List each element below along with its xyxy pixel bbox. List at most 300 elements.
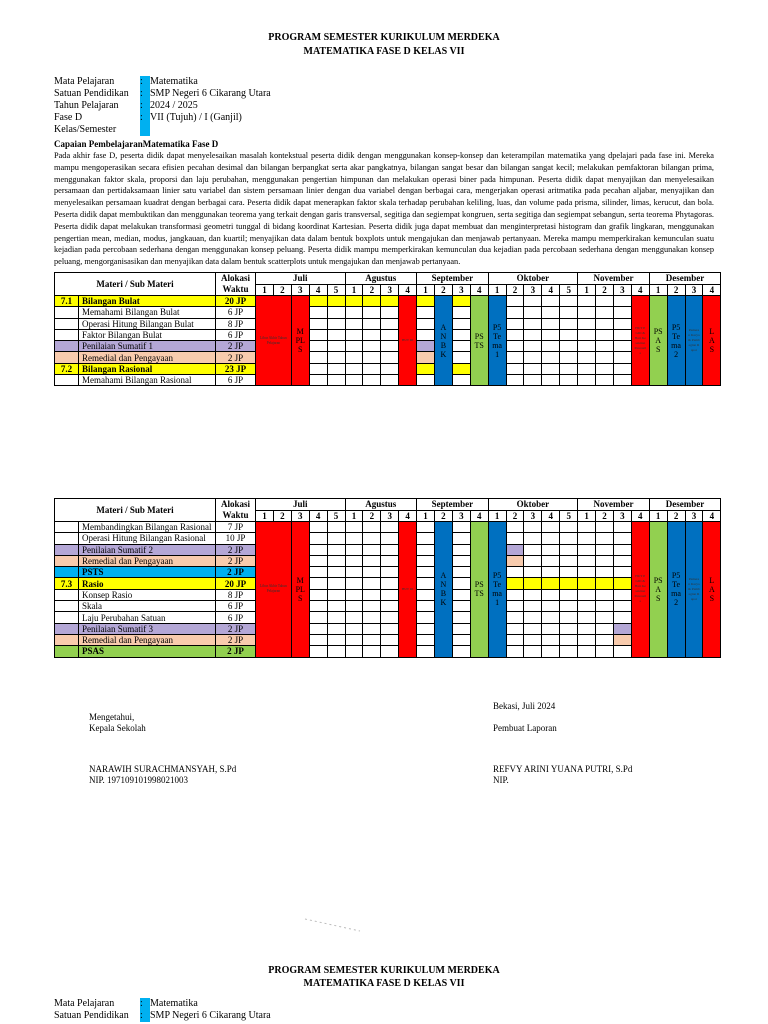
week-cell — [452, 296, 470, 307]
week-cell — [613, 646, 631, 657]
week-cell — [578, 589, 596, 600]
week-cell — [417, 341, 435, 352]
week-cell — [417, 307, 435, 318]
block-label: P5 Tema 1 — [492, 322, 502, 359]
week-cell — [578, 375, 596, 386]
week-cell — [560, 646, 578, 657]
week-cell — [363, 612, 381, 623]
table-row — [55, 544, 721, 555]
block-label: P5 Tema 1 — [492, 571, 502, 608]
row-materi: Remedial dan Pengayaan — [79, 352, 216, 363]
week-cell — [381, 522, 399, 533]
week-cell — [345, 522, 363, 533]
week-header: 2 — [596, 284, 614, 296]
table-row — [55, 363, 721, 374]
week-cell — [613, 522, 631, 533]
info-label: Satuan Pendidikan — [54, 88, 129, 99]
schedule-block — [667, 296, 685, 386]
week-cell — [613, 341, 631, 352]
week-cell — [345, 646, 363, 657]
week-cell — [417, 601, 435, 612]
week-cell — [506, 612, 524, 623]
schedule-block — [667, 522, 685, 658]
info-value: Matematika — [150, 998, 198, 1009]
row-jp: 2 JP — [216, 555, 256, 566]
week-cell — [560, 375, 578, 386]
week-cell — [381, 601, 399, 612]
week-cell — [309, 601, 327, 612]
block-label: LAS — [708, 327, 715, 355]
info-row — [54, 76, 271, 88]
block-label: Pameran Karya & Pembagian Rapor — [688, 328, 700, 353]
week-cell — [506, 623, 524, 634]
schedule-block — [649, 522, 667, 658]
block-label: Libur Akhir Tahun Pelajaran — [259, 584, 287, 594]
week-cell — [309, 352, 327, 363]
week-cell — [506, 646, 524, 657]
row-materi: Memahami Bilangan Rasional — [79, 375, 216, 386]
week-cell — [560, 589, 578, 600]
week-header: 1 — [578, 510, 596, 522]
week-cell — [542, 634, 560, 645]
week-header: 1 — [256, 284, 274, 296]
week-cell — [327, 522, 345, 533]
block-label: LAS — [708, 575, 715, 603]
week-cell — [578, 623, 596, 634]
table-row — [55, 522, 721, 533]
row-materi: Rasio — [79, 578, 216, 589]
schedule-block — [631, 522, 649, 658]
sig-left-line1: Mengetahui, — [89, 712, 135, 722]
week-header: 5 — [327, 510, 345, 522]
row-number — [55, 522, 79, 533]
week-cell — [363, 363, 381, 374]
week-cell — [542, 296, 560, 307]
week-cell — [596, 296, 614, 307]
week-cell — [596, 555, 614, 566]
row-number — [55, 601, 79, 612]
week-cell — [613, 307, 631, 318]
row-number — [55, 623, 79, 634]
week-cell — [345, 533, 363, 544]
header-alokasi-line1: Alokasi — [221, 273, 251, 283]
headmaster-name: NARAWIH SURACHMANSYAH, S.Pd — [89, 764, 237, 774]
week-cell — [542, 533, 560, 544]
week-cell — [596, 318, 614, 329]
week-cell — [560, 578, 578, 589]
week-cell — [309, 567, 327, 578]
row-materi: PSTS — [79, 567, 216, 578]
row-materi: Remedial dan Pengayaan — [79, 634, 216, 645]
week-cell — [363, 623, 381, 634]
week-cell — [363, 296, 381, 307]
week-cell — [578, 329, 596, 340]
week-cell — [381, 646, 399, 657]
month-header: Agustus — [345, 499, 417, 511]
week-cell — [363, 555, 381, 566]
block-label: MPLS — [295, 327, 305, 355]
week-cell — [327, 352, 345, 363]
week-cell — [560, 307, 578, 318]
week-cell — [542, 589, 560, 600]
block-label: HUT RI — [401, 586, 414, 591]
week-cell — [578, 341, 596, 352]
week-cell — [309, 341, 327, 352]
week-cell — [524, 329, 542, 340]
week-cell — [363, 307, 381, 318]
week-cell — [381, 375, 399, 386]
row-materi: Penilaian Sumatif 1 — [79, 341, 216, 352]
table-row — [55, 589, 721, 600]
week-cell — [542, 341, 560, 352]
week-header: 1 — [345, 510, 363, 522]
week-header: 4 — [542, 284, 560, 296]
week-header: 2 — [596, 510, 614, 522]
schedule-block — [703, 296, 721, 386]
row-jp: 2 JP — [216, 646, 256, 657]
week-cell — [596, 522, 614, 533]
header-alokasi-line1: Alokasi — [221, 499, 251, 509]
week-cell — [524, 646, 542, 657]
next-page-title: PROGRAM SEMESTER KURIKULUM MERDEKA — [268, 965, 500, 976]
info-colon: : — [140, 88, 150, 100]
week-cell — [309, 307, 327, 318]
week-header: 4 — [309, 510, 327, 522]
week-cell — [613, 533, 631, 544]
table-row — [55, 634, 721, 645]
block-label: PSAS — [653, 575, 663, 603]
week-cell — [596, 612, 614, 623]
week-cell — [345, 612, 363, 623]
week-header: 3 — [291, 510, 309, 522]
week-header: 3 — [613, 510, 631, 522]
week-cell — [381, 544, 399, 555]
row-number: 7.3 — [55, 578, 79, 589]
week-header: 4 — [703, 284, 721, 296]
week-cell — [363, 544, 381, 555]
info-label: Satuan Pendidikan — [54, 1010, 129, 1021]
week-header: 5 — [560, 510, 578, 522]
week-cell — [613, 578, 631, 589]
week-cell — [327, 612, 345, 623]
week-cell — [452, 307, 470, 318]
week-cell — [363, 589, 381, 600]
table-row — [55, 307, 721, 318]
row-jp: 2 JP — [216, 341, 256, 352]
week-cell — [542, 522, 560, 533]
week-cell — [327, 578, 345, 589]
row-number — [55, 318, 79, 329]
week-cell — [345, 555, 363, 566]
schedule-block — [488, 522, 506, 658]
week-cell — [506, 589, 524, 600]
week-cell — [506, 318, 524, 329]
week-cell — [309, 375, 327, 386]
block-label: PSAS — [653, 327, 663, 355]
week-cell — [363, 352, 381, 363]
info-row — [54, 100, 271, 112]
month-header: Agustus — [345, 273, 417, 285]
week-cell — [524, 601, 542, 612]
schedule-block — [470, 522, 488, 658]
week-cell — [596, 567, 614, 578]
week-cell — [327, 341, 345, 352]
week-cell — [452, 329, 470, 340]
week-cell — [578, 544, 596, 555]
week-cell — [345, 341, 363, 352]
week-cell — [613, 329, 631, 340]
row-jp: 2 JP — [216, 623, 256, 634]
month-header: Desember — [649, 273, 721, 285]
table-row — [55, 555, 721, 566]
week-cell — [363, 646, 381, 657]
week-cell — [542, 578, 560, 589]
row-jp: 10 JP — [216, 533, 256, 544]
week-cell — [596, 307, 614, 318]
week-cell — [417, 522, 435, 533]
week-header: 1 — [488, 284, 506, 296]
week-header: 4 — [399, 510, 417, 522]
row-jp: 8 JP — [216, 318, 256, 329]
week-cell — [578, 363, 596, 374]
info-label: Tahun Pelajaran — [54, 100, 119, 111]
week-cell — [309, 329, 327, 340]
week-cell — [417, 296, 435, 307]
week-cell — [452, 318, 470, 329]
week-header: 3 — [452, 284, 470, 296]
week-cell — [309, 544, 327, 555]
table-row — [55, 612, 721, 623]
week-header: 4 — [631, 284, 649, 296]
week-header: 4 — [309, 284, 327, 296]
block-label: HUT PGRI & Hari Kesaktian Pancasila — [634, 574, 647, 604]
week-cell — [578, 307, 596, 318]
week-cell — [417, 623, 435, 634]
row-number — [55, 646, 79, 657]
week-cell — [345, 296, 363, 307]
row-number — [55, 352, 79, 363]
week-cell — [578, 296, 596, 307]
block-label: ANBK — [440, 571, 447, 608]
week-cell — [542, 329, 560, 340]
info-row — [54, 998, 271, 1010]
week-cell — [309, 634, 327, 645]
week-cell — [613, 544, 631, 555]
week-cell — [452, 352, 470, 363]
week-cell — [560, 612, 578, 623]
block-label: HUT RI — [401, 338, 414, 343]
week-cell — [327, 544, 345, 555]
week-cell — [560, 318, 578, 329]
week-cell — [596, 646, 614, 657]
week-header: 4 — [470, 510, 488, 522]
week-cell — [524, 318, 542, 329]
week-cell — [327, 555, 345, 566]
schedule-block — [649, 296, 667, 386]
info-value: Matematika — [150, 76, 198, 87]
week-cell — [542, 318, 560, 329]
week-cell — [524, 296, 542, 307]
week-cell — [309, 646, 327, 657]
week-cell — [327, 623, 345, 634]
week-cell — [327, 329, 345, 340]
week-cell — [345, 318, 363, 329]
week-cell — [309, 296, 327, 307]
week-cell — [506, 352, 524, 363]
info-block — [54, 76, 271, 136]
week-cell — [506, 544, 524, 555]
week-cell — [363, 318, 381, 329]
week-cell — [452, 601, 470, 612]
row-jp: 2 JP — [216, 634, 256, 645]
week-header: 1 — [649, 510, 667, 522]
week-cell — [596, 375, 614, 386]
row-number: 7.1 — [55, 296, 79, 307]
week-cell — [417, 555, 435, 566]
next-page-info — [54, 998, 271, 1022]
week-header: 2 — [273, 510, 291, 522]
week-cell — [309, 522, 327, 533]
week-cell — [417, 646, 435, 657]
week-cell — [542, 544, 560, 555]
week-cell — [345, 634, 363, 645]
week-header: 1 — [578, 284, 596, 296]
week-cell — [596, 341, 614, 352]
author-nip: NIP. — [493, 775, 509, 785]
info-value: VII (Tujuh) / I (Ganjil) — [150, 112, 242, 123]
week-cell — [345, 307, 363, 318]
week-cell — [417, 375, 435, 386]
info-colon: : — [140, 998, 150, 1010]
week-cell — [363, 341, 381, 352]
sig-left-line2: Kepala Sekolah — [89, 723, 146, 733]
header-alokasi-line2: Waktu — [222, 510, 249, 520]
row-materi: Bilangan Rasional — [79, 363, 216, 374]
header-alokasi — [216, 499, 256, 522]
week-header: 1 — [417, 510, 435, 522]
week-cell — [327, 307, 345, 318]
week-cell — [578, 352, 596, 363]
table-row — [55, 375, 721, 386]
row-number — [55, 375, 79, 386]
week-header: 3 — [613, 284, 631, 296]
week-header: 5 — [560, 284, 578, 296]
week-cell — [452, 589, 470, 600]
info-value: 2024 / 2025 — [150, 100, 198, 111]
week-cell — [506, 363, 524, 374]
week-header: 3 — [524, 284, 542, 296]
author-name: REFVY ARINI YUANA PUTRI, S.Pd — [493, 764, 633, 774]
table-header-row — [55, 273, 721, 285]
week-cell — [542, 646, 560, 657]
week-header: 2 — [363, 510, 381, 522]
week-cell — [524, 634, 542, 645]
week-cell — [309, 589, 327, 600]
block-label: Pameran Karya & Pembagian Rapor — [688, 576, 700, 601]
table-row — [55, 352, 721, 363]
week-cell — [596, 589, 614, 600]
week-cell — [363, 567, 381, 578]
week-cell — [506, 567, 524, 578]
week-cell — [327, 375, 345, 386]
week-cell — [524, 341, 542, 352]
week-cell — [345, 623, 363, 634]
week-cell — [381, 612, 399, 623]
next-page-subtitle: MATEMATIKA FASE D KELAS VII — [303, 978, 465, 989]
week-header: 4 — [399, 284, 417, 296]
week-header: 2 — [434, 510, 452, 522]
week-cell — [381, 589, 399, 600]
week-cell — [542, 352, 560, 363]
week-cell — [452, 544, 470, 555]
week-cell — [363, 375, 381, 386]
week-header: 2 — [273, 284, 291, 296]
info-label: Mata Pelajaran — [54, 76, 115, 87]
week-cell — [560, 296, 578, 307]
week-cell — [560, 567, 578, 578]
row-materi: Operasi Hitung Bilangan Bulat — [79, 318, 216, 329]
faint-scribble — [300, 915, 370, 935]
row-number — [55, 589, 79, 600]
week-cell — [327, 318, 345, 329]
week-header: 2 — [667, 284, 685, 296]
info-colon: : — [140, 100, 150, 112]
week-cell — [452, 646, 470, 657]
week-cell — [381, 533, 399, 544]
week-cell — [381, 341, 399, 352]
row-materi: Memahami Bilangan Bulat — [79, 307, 216, 318]
week-header: 3 — [452, 510, 470, 522]
info-value: SMP Negeri 6 Cikarang Utara — [150, 88, 271, 99]
row-number — [55, 634, 79, 645]
headmaster-nip: NIP. 197109101998021003 — [89, 775, 189, 785]
info-row — [54, 88, 271, 100]
week-cell — [506, 578, 524, 589]
week-header: 1 — [417, 284, 435, 296]
table-row — [55, 567, 721, 578]
schedule-block — [256, 296, 292, 386]
week-cell — [452, 612, 470, 623]
week-cell — [506, 533, 524, 544]
week-cell — [506, 634, 524, 645]
week-cell — [578, 601, 596, 612]
block-label: MPLS — [295, 575, 305, 603]
table-row — [55, 329, 721, 340]
place-date: Bekasi, Juli 2024 — [493, 701, 556, 711]
row-jp: 6 JP — [216, 307, 256, 318]
header-alokasi — [216, 273, 256, 296]
row-jp: 2 JP — [216, 567, 256, 578]
week-cell — [524, 589, 542, 600]
row-materi: Faktor Bilangan Bulat — [79, 329, 216, 340]
week-cell — [613, 296, 631, 307]
week-cell — [452, 522, 470, 533]
week-cell — [524, 352, 542, 363]
week-cell — [381, 307, 399, 318]
week-cell — [363, 634, 381, 645]
week-cell — [452, 623, 470, 634]
row-materi: Membandingkan Bilangan Rasional — [79, 522, 216, 533]
info-colon: : — [140, 112, 150, 136]
week-cell — [363, 522, 381, 533]
schedule-block — [631, 296, 649, 386]
month-header: Desember — [649, 499, 721, 511]
week-cell — [345, 352, 363, 363]
week-header: 3 — [381, 510, 399, 522]
week-cell — [596, 623, 614, 634]
row-materi: Skala — [79, 601, 216, 612]
info-colon: : — [140, 76, 150, 88]
